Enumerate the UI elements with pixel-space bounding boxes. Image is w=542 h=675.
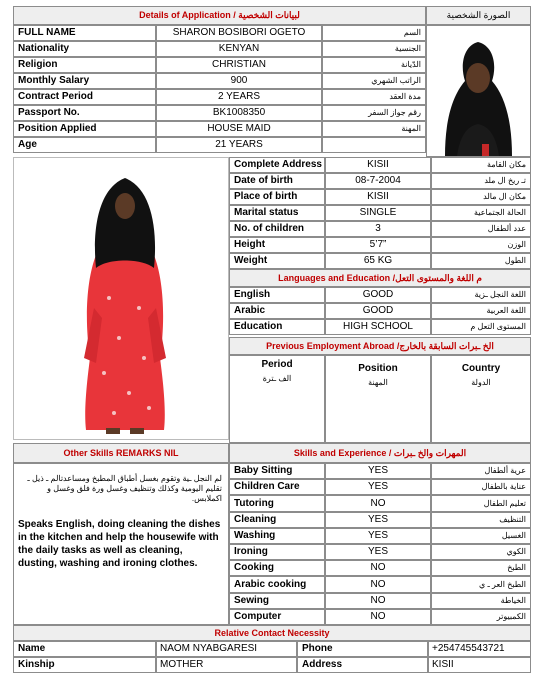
full-body-photo bbox=[14, 158, 228, 439]
personal-arabic: الجنسية bbox=[322, 41, 426, 57]
details-header: Details of Application / لبيانات الشخصية bbox=[13, 6, 426, 25]
photo-header: الصورة الشخصية bbox=[426, 6, 531, 25]
skill-arabic: الكمبيوتر bbox=[431, 609, 531, 625]
employment-period-ar: الف ـترة bbox=[262, 374, 292, 383]
skill-value: YES bbox=[325, 479, 431, 495]
skill-label: Tutoring bbox=[229, 495, 325, 512]
employment-country-ar: الدولة bbox=[471, 378, 491, 387]
personal-label: Age bbox=[13, 137, 156, 153]
detail-arabic: تـ ريخ ال ملد bbox=[431, 173, 531, 189]
personal-label: Nationality bbox=[13, 41, 156, 57]
portrait-photo-frame bbox=[426, 25, 531, 157]
personal-arabic: السم bbox=[322, 25, 426, 41]
other-skills-arabic: لم النجل ـية وتقوم بغسل أطباق المطبخ ومساعدتالم ـ ذيل ـ تقليم اليومية وكذلك وتنظيف وغسل ورة فلق وغسل و اكملابس. bbox=[27, 474, 222, 503]
skill-value: NO bbox=[325, 495, 431, 512]
skill-arabic: عرية ألطفال bbox=[431, 463, 531, 479]
contact-header: Relative Contact Necessity bbox=[13, 625, 531, 641]
detail-label: Height bbox=[229, 237, 325, 253]
detail-arabic: عدد ألطفال bbox=[431, 221, 531, 237]
employment-country-col bbox=[431, 355, 531, 443]
detail-label: Place of birth bbox=[229, 189, 325, 205]
language-value: GOOD bbox=[325, 287, 431, 303]
skill-arabic: الطبخ bbox=[431, 560, 531, 576]
language-label: Arabic bbox=[229, 303, 325, 319]
skill-label: Baby Sitting bbox=[229, 463, 325, 479]
other-skills-english: Speaks English, doing cleaning the dishes in the kitchen and help the housewife with the daily tasks as well as cleaning, dusting, washing and ironing clothes. bbox=[18, 519, 221, 569]
detail-arabic: الحالة الجتماعية bbox=[431, 205, 531, 221]
detail-arabic: مكان القامة bbox=[431, 157, 531, 173]
skill-value: NO bbox=[325, 609, 431, 625]
detail-value: 3 bbox=[325, 221, 431, 237]
skill-value: YES bbox=[325, 463, 431, 479]
skill-value: YES bbox=[325, 512, 431, 528]
contact-name-value: NAOM NYABGARESI bbox=[156, 641, 297, 657]
contact-kinship-value: MOTHER bbox=[156, 657, 297, 673]
personal-value: 21 YEARS bbox=[156, 137, 322, 153]
personal-value: 2 YEARS bbox=[156, 89, 322, 105]
portrait-photo bbox=[427, 26, 530, 156]
detail-value: KISII bbox=[325, 189, 431, 205]
personal-value: 900 bbox=[156, 73, 322, 89]
contact-name-label: Name bbox=[13, 641, 156, 657]
personal-arabic: المهنة bbox=[322, 121, 426, 137]
skill-label: Computer bbox=[229, 609, 325, 625]
skill-arabic: الكوي bbox=[431, 544, 531, 560]
detail-label: Weight bbox=[229, 253, 325, 269]
personal-label: Contract Period bbox=[13, 89, 156, 105]
full-body-photo-frame bbox=[13, 157, 229, 440]
personal-value: KENYAN bbox=[156, 41, 322, 57]
contact-kinship-label: Kinship bbox=[13, 657, 156, 673]
language-arabic: المستوى التعل م bbox=[431, 319, 531, 335]
personal-arabic: رقم جواز السفر bbox=[322, 105, 426, 121]
employment-country-label: Country bbox=[461, 363, 501, 374]
skill-label: Arabic cooking bbox=[229, 576, 325, 593]
personal-arabic bbox=[322, 137, 426, 153]
personal-value: BK1008350 bbox=[156, 105, 322, 121]
skill-arabic: تعليم الطفال bbox=[431, 495, 531, 512]
contact-address-label: Address bbox=[297, 657, 428, 673]
personal-label: Monthly Salary bbox=[13, 73, 156, 89]
personal-value: HOUSE MAID bbox=[156, 121, 322, 137]
personal-label: FULL NAME bbox=[13, 25, 156, 41]
detail-value: 5’7” bbox=[325, 237, 431, 253]
skill-label: Sewing bbox=[229, 593, 325, 609]
detail-value: 65 KG bbox=[325, 253, 431, 269]
personal-label: Religion bbox=[13, 57, 156, 73]
detail-arabic: الوزن bbox=[431, 237, 531, 253]
employment-period-label: Period bbox=[261, 359, 293, 370]
personal-arabic: الراتب الشهري bbox=[322, 73, 426, 89]
detail-value: 08-7-2004 bbox=[325, 173, 431, 189]
language-value: GOOD bbox=[325, 303, 431, 319]
contact-phone-value: +254745543721 bbox=[428, 641, 531, 657]
skill-value: NO bbox=[325, 560, 431, 576]
personal-arabic: الدّيانة bbox=[322, 57, 426, 73]
employment-position-ar: المهنة bbox=[368, 378, 388, 387]
personal-arabic: مدة العقد bbox=[322, 89, 426, 105]
skill-label: Cleaning bbox=[229, 512, 325, 528]
personal-value: SHARON BOSIBORI OGETO bbox=[156, 25, 322, 41]
detail-label: Complete Address bbox=[229, 157, 325, 173]
contact-address-value: KISII bbox=[428, 657, 531, 673]
detail-arabic: مكان ال مالد bbox=[431, 189, 531, 205]
detail-label: Date of birth bbox=[229, 173, 325, 189]
language-label: Education bbox=[229, 319, 325, 335]
detail-label: No. of children bbox=[229, 221, 325, 237]
language-arabic: اللغة العربية bbox=[431, 303, 531, 319]
skill-value: NO bbox=[325, 593, 431, 609]
languages-header: Languages and Education /م اللغة والمستوى التعل bbox=[229, 269, 531, 287]
skills-header: Skills and Experience / المهرات والخ ـبرات bbox=[229, 443, 531, 463]
detail-label: Marital status bbox=[229, 205, 325, 221]
personal-value: CHRISTIAN bbox=[156, 57, 322, 73]
personal-label: Position Applied bbox=[13, 121, 156, 137]
skill-arabic: التنظيف bbox=[431, 512, 531, 528]
personal-label: Passport No. bbox=[13, 105, 156, 121]
skill-value: YES bbox=[325, 544, 431, 560]
skill-label: Ironing bbox=[229, 544, 325, 560]
skill-label: Washing bbox=[229, 528, 325, 544]
language-value: HIGH SCHOOL bbox=[325, 319, 431, 335]
skill-value: YES bbox=[325, 528, 431, 544]
detail-value: KISII bbox=[325, 157, 431, 173]
skill-label: Children Care bbox=[229, 479, 325, 495]
contact-phone-label: Phone bbox=[297, 641, 428, 657]
detail-arabic: الطول bbox=[431, 253, 531, 269]
skill-arabic: عناية بالطفال bbox=[431, 479, 531, 495]
employment-header: Previous Employment Abroad /الخ ـبرات السابقة بالخارج bbox=[229, 337, 531, 355]
skill-label: Cooking bbox=[229, 560, 325, 576]
language-arabic: اللغة النجل ـزية bbox=[431, 287, 531, 303]
other-skills-box bbox=[13, 463, 229, 625]
skill-value: NO bbox=[325, 576, 431, 593]
other-skills-header: Other Skills REMARKS NIL bbox=[13, 443, 229, 463]
employment-period-col bbox=[229, 355, 325, 443]
detail-value: SINGLE bbox=[325, 205, 431, 221]
skill-arabic: الطبخ العر ـ ي bbox=[431, 576, 531, 593]
employment-position-label: Position bbox=[358, 363, 398, 374]
language-label: English bbox=[229, 287, 325, 303]
employment-position-col bbox=[325, 355, 431, 443]
skill-arabic: الخياطة bbox=[431, 593, 531, 609]
skill-arabic: الغسيل bbox=[431, 528, 531, 544]
